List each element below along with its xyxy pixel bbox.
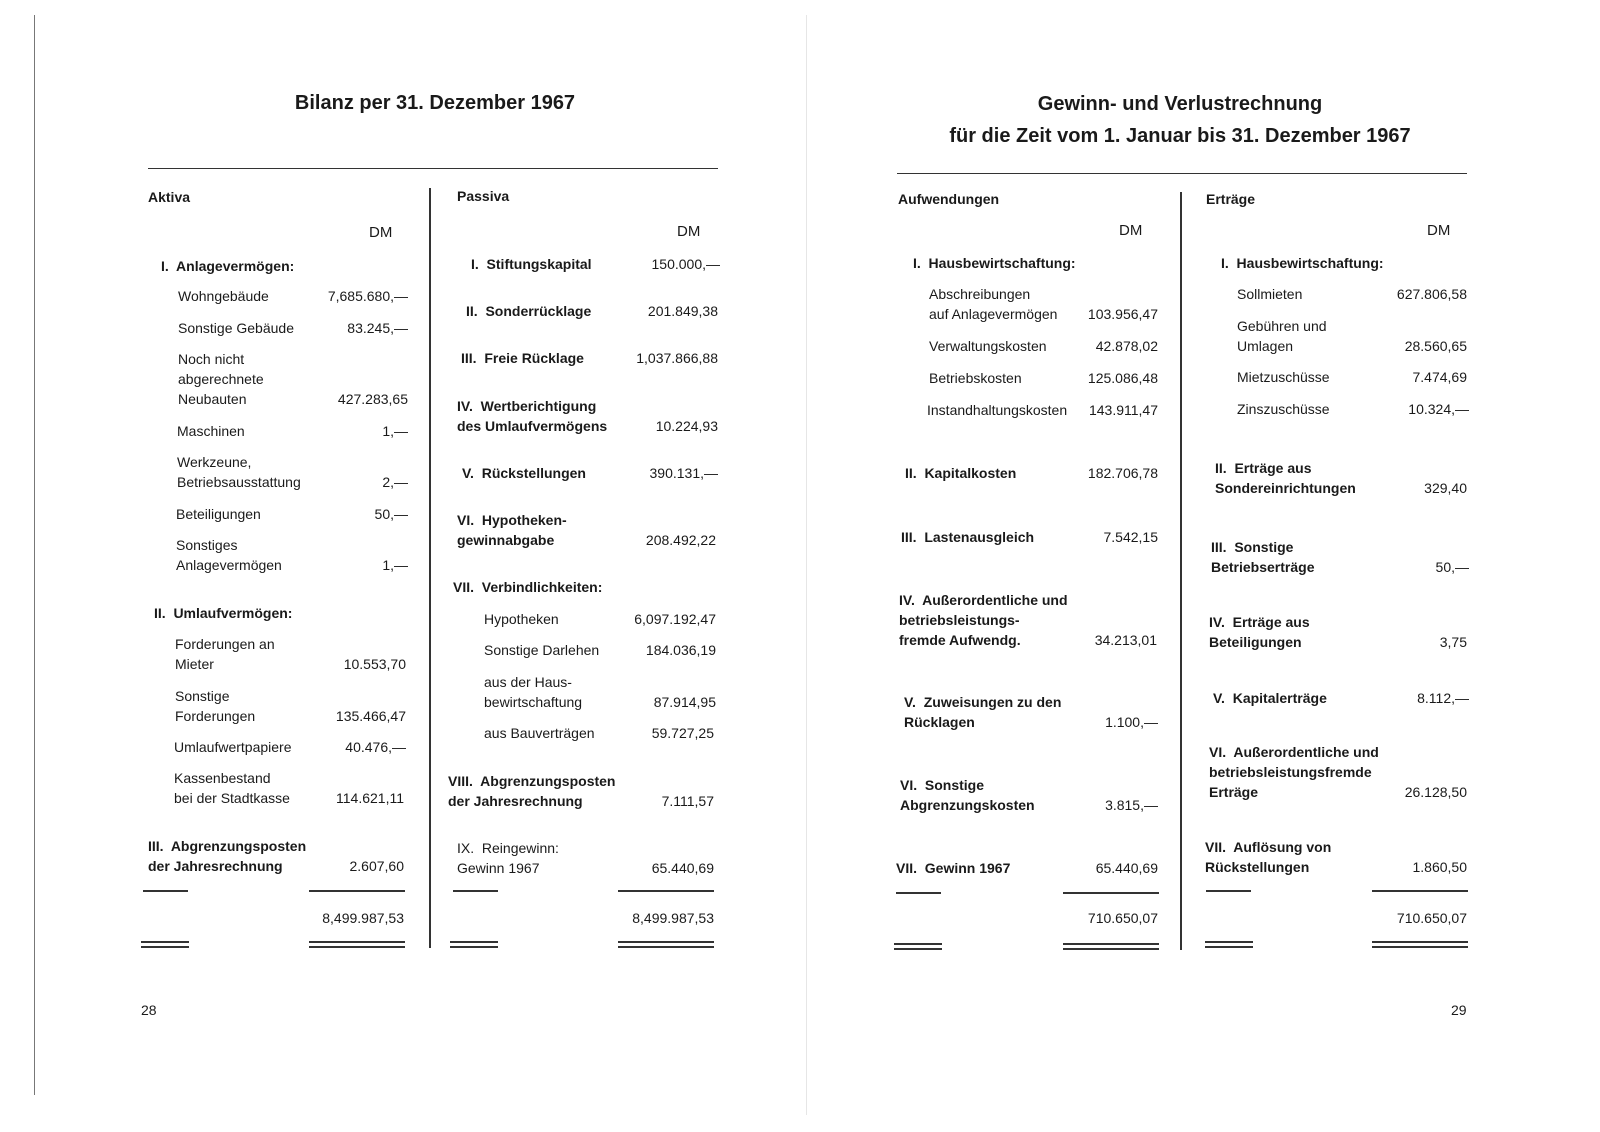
aufwendungen-item-value: 143.911,47 [1088,402,1158,418]
passiva-double-rule [450,941,498,943]
ertraege-double-rule [1205,946,1253,948]
ertraege-item-value: 10.324,— [1408,401,1469,417]
passiva-item-value: 390.131,— [649,465,718,481]
balance-sheet-title: Bilanz per 31. Dezember 1967 [294,92,576,114]
aktiva-item-label: Forderungen an Mieter [175,636,275,672]
passiva-item-value: 10.224,93 [655,418,718,434]
aufwendungen-item-label: IV. Außerordentliche und betriebsleistungs- fremde Aufwendg. [899,592,1068,648]
aktiva-item-value: 427.283,65 [337,391,408,407]
passiva-item-label: IV. Wertberichtigung des Umlaufvermögens [457,398,608,434]
passiva-item-label: aus Bauverträgen [484,725,595,741]
passiva-item-value: 201.849,38 [647,303,718,319]
ertraege-item-label: VII. Auflösung von Rückstellungen [1205,839,1332,875]
aktiva-item-label: Kassenbestand bei der Stadtkasse [174,770,290,806]
aktiva-item-value: 50,— [374,506,408,522]
passiva-item-label: VIII. Abgrenzungsposten der Jahresrechnung [448,773,616,809]
aktiva-section-label: II. Umlaufvermögen: [154,605,293,621]
income-statement-title: Gewinn- und Verlustrechnung [1037,93,1323,115]
ertraege-item-value: 329,40 [1424,480,1467,496]
ertraege-item-value: 627.806,58 [1396,286,1467,302]
aktiva-item-value: 7,685.680,— [327,288,408,304]
passiva-item-value: 7.111,57 [661,793,714,809]
passiva-item-value: 6,097.192,47 [634,611,716,627]
aufwendungen-item-value: 103.956,47 [1087,306,1158,322]
passiva-double-rule [618,946,714,948]
passiva-sum-rule [618,890,714,892]
ertraege-section-label: I. Hausbewirtschaftung: [1221,255,1384,271]
aufwendungen-sum-rule [896,892,941,894]
passiva-item-value: 59.727,25 [651,725,714,741]
aufwendungen-total: 710.650,07 [1087,910,1158,926]
aufwendungen-item-label: V. Zuweisungen zu den Rücklagen [904,694,1062,730]
aktiva-item-label: Werkzeune, Betriebsausstattung [177,454,301,490]
passiva-item-label: II. Sonderrücklage [466,303,592,319]
aktiva-dm-label: DM [369,224,393,241]
passiva-item-label: VI. Hypotheken- gewinnabgabe [457,512,567,548]
ertraege-item-label: Mietzuschüsse [1237,369,1330,385]
aktiva-item-value: 1,— [382,557,408,573]
passiva-dm-label: DM [677,223,701,240]
passiva-double-rule [618,941,714,943]
aktiva-item-label: Maschinen [177,423,245,439]
ertraege-sum-rule [1372,890,1468,892]
title-rule [897,173,1467,174]
aktiva-item-value: 135.466,47 [335,708,406,724]
aufwendungen-double-rule [894,948,942,950]
ertraege-double-rule [1372,946,1468,948]
passiva-double-rule [450,946,498,948]
ertraege-double-rule [1205,941,1253,943]
passiva-item-label: Hypotheken [484,611,559,627]
passiva-item-value: 65.440,69 [651,860,714,876]
passiva-item-value: 1,037.866,88 [636,350,718,366]
page-gutter [806,15,807,1115]
ertraege-item-label: Sollmieten [1237,286,1303,302]
passiva-item-value: 184.036,19 [645,642,716,658]
aktiva-item-value: 83.245,— [347,320,408,336]
passiva-item-label: I. Stiftungskapital [471,256,592,272]
ertraege-item-value: 3,75 [1439,634,1467,650]
aktiva-double-rule [141,946,189,948]
aktiva-item-value: 10.553,70 [343,656,406,672]
aufwendungen-sum-rule [1063,892,1159,894]
aufwendungen-item-label: VI. Sonstige Abgrenzungskosten [900,777,1035,813]
aktiva-item-value: 114.621,11 [336,790,404,806]
aufwendungen-item-value: 7.542,15 [1103,529,1158,545]
passiva-item-label: IX. Reingewinn: Gewinn 1967 [457,840,559,876]
passiva-heading: Passiva [457,188,510,204]
aktiva-sum-rule [309,890,405,892]
aufwendungen-item-value: 3.815,— [1105,797,1158,813]
ertraege-sum-rule [1206,890,1251,892]
aktiva-item-value: 40.476,— [345,739,406,755]
page-number-left: 28 [141,1002,157,1018]
ertraege-heading: Erträge [1206,191,1256,207]
aktiva-item-label: Sonstige Gebäude [178,320,294,336]
aufwendungen-item-value: 34.213,01 [1094,632,1157,648]
ertraege-item-label: IV. Erträge aus Beteiligungen [1209,614,1310,650]
passiva-item-value: 150.000,— [651,256,720,272]
aktiva-item-value: 1,— [382,423,408,439]
balance-divider [429,188,431,948]
ertraege-item-value: 1.860,50 [1412,859,1467,875]
aufwendungen-item-label: III. Lastenausgleich [901,529,1035,545]
ertraege-total: 710.650,07 [1396,910,1467,926]
aufwendungen-item-value: 1.100,— [1105,714,1158,730]
aufwendungen-item-value: 182.706,78 [1087,465,1158,481]
page-number-right: 29 [1451,1002,1467,1018]
ertraege-item-label: V. Kapitalerträge [1213,690,1327,706]
aktiva-total: 8,499.987,53 [322,910,404,926]
ertraege-item-label: III. Sonstige Betriebserträge [1211,539,1315,575]
aktiva-double-rule [309,946,405,948]
aufwendungen-dm-label: DM [1119,222,1143,239]
ertraege-item-label: Gebühren und Umlagen [1237,318,1327,354]
ertraege-item-value: 28.560,65 [1404,338,1467,354]
aktiva-double-rule [141,941,189,943]
aktiva-heading: Aktiva [148,189,191,205]
passiva-item-value: 87.914,95 [653,694,716,710]
passiva-item-value: 208.492,22 [645,532,716,548]
aktiva-item-label: Sonstige Forderungen [175,688,256,724]
ertraege-item-label: VI. Außerordentliche und betriebsleistungsfremde Erträge [1209,744,1379,800]
passiva-item-label: aus der Haus- bewirtschaftung [484,674,583,710]
aufwendungen-item-label: Betriebskosten [929,370,1022,386]
aufwendungen-item-value: 65.440,69 [1095,860,1158,876]
title-rule [148,168,718,169]
aktiva-item-label: Noch nicht abgerechnete Neubauten [178,351,264,407]
aktiva-item-label: Umlaufwertpapiere [174,739,292,755]
aktiva-double-rule [309,941,405,943]
ertraege-item-value: 8.112,— [1417,690,1469,706]
ertraege-double-rule [1372,941,1468,943]
aktiva-item-label: Wohngebäude [178,288,269,304]
aufwendungen-double-rule [1063,943,1159,945]
aufwendungen-double-rule [894,943,942,945]
aktiva-sum-rule [143,890,188,892]
passiva-item-label: V. Rückstellungen [462,465,586,481]
passiva-sum-rule [453,890,498,892]
aufwendungen-item-value: 125.086,48 [1087,370,1158,386]
ertraege-item-value: 50,— [1435,559,1469,575]
aufwendungen-item-value: 42.878,02 [1095,338,1158,354]
passiva-item-label: III. Freie Rücklage [461,350,584,366]
ertraege-item-value: 26.128,50 [1404,784,1467,800]
aktiva-item-value: 2.607,60 [349,858,404,874]
aufwendungen-item-label: Verwaltungskosten [929,338,1047,354]
aufwendungen-item-label: Instandhaltungskosten [927,402,1068,418]
aktiva-section-label: III. Abgrenzungsposten der Jahresrechnung [148,838,307,874]
aktiva-item-value: 2,— [382,474,408,490]
aufwendungen-item-label: VII. Gewinn 1967 [896,860,1011,876]
ertraege-item-value: 7.474,69 [1412,369,1467,385]
aufwendungen-item-label: Abschreibungen auf Anlagevermögen [929,286,1058,322]
income-statement-subtitle: für die Zeit vom 1. Januar bis 31. Dezember 1967 [949,125,1411,147]
aufwendungen-section-label: I. Hausbewirtschaftung: [913,255,1076,271]
aktiva-item-label: Sonstiges Anlagevermögen [176,537,282,573]
income-divider [1180,192,1182,950]
aktiva-item-label: Beteiligungen [176,506,261,522]
ertraege-item-label: Zinszuschüsse [1237,401,1330,417]
page-left-edge [34,15,35,1095]
aufwendungen-item-label: II. Kapitalkosten [905,465,1017,481]
ertraege-dm-label: DM [1427,222,1451,239]
passiva-section-label: VII. Verbindlichkeiten: [453,579,603,595]
aufwendungen-heading: Aufwendungen [898,191,1000,207]
passiva-item-label: Sonstige Darlehen [484,642,600,658]
aktiva-section-label: I. Anlagevermögen: [161,258,295,274]
ertraege-item-label: II. Erträge aus Sondereinrichtungen [1215,460,1356,496]
passiva-total: 8,499.987,53 [632,910,714,926]
aufwendungen-double-rule [1063,948,1159,950]
